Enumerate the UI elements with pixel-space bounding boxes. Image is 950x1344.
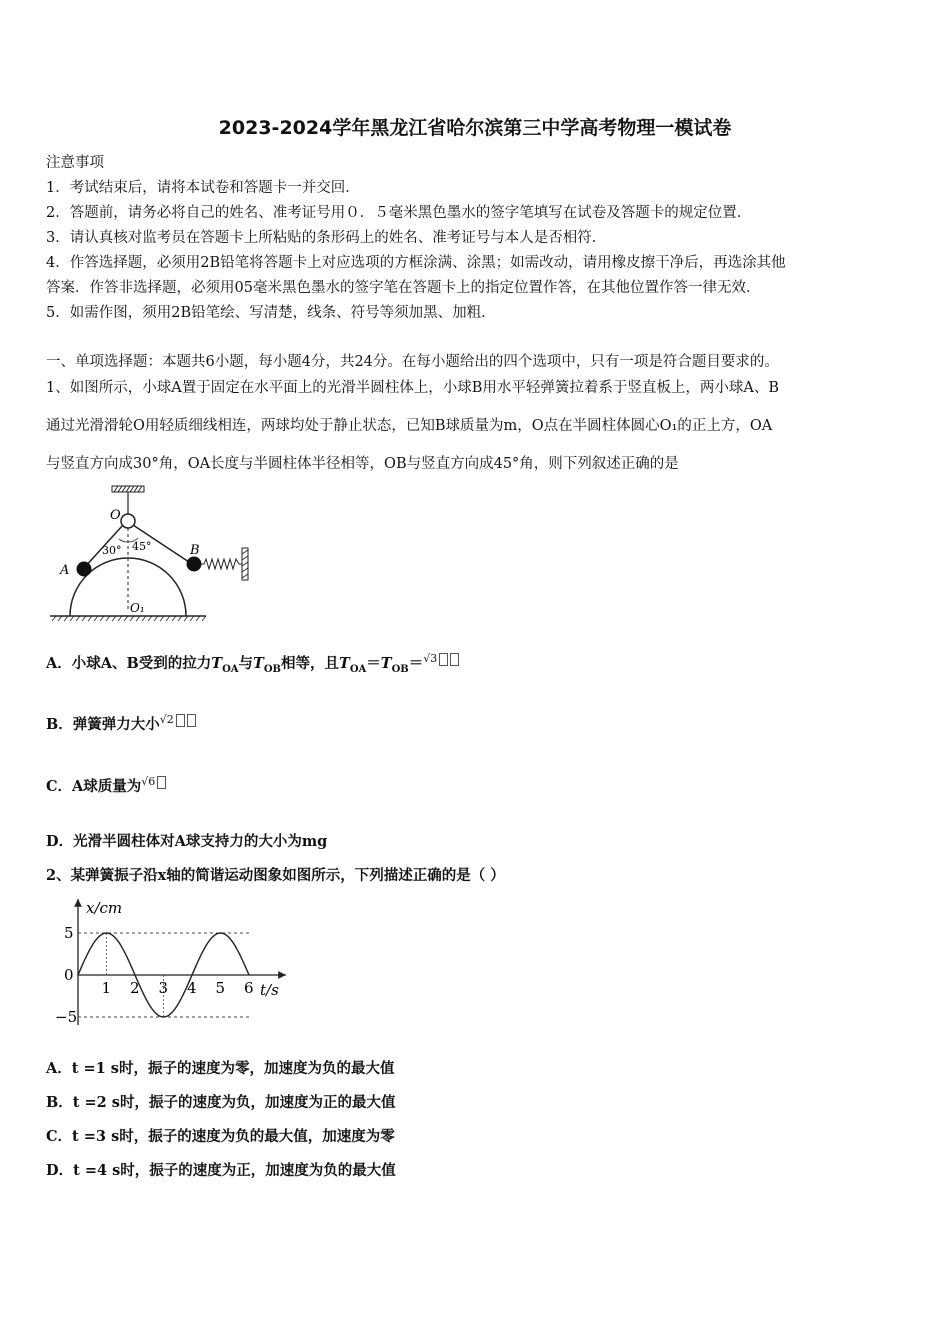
q2-shm-graph — [50, 893, 300, 1033]
x-tick-label: 4 — [187, 979, 197, 997]
x-axis-label: t/s — [260, 981, 279, 999]
angle-45-label: 45° — [132, 540, 152, 553]
q1-stem-line1: 1、如图所示，小球A置于固定在水平面上的光滑半圆柱体上，小球B用水平轻弹簧拉着系于竖直板上，两小球A、B — [46, 380, 779, 396]
q2-option-d: D．t =4 s时，振子的速度为正，加速度为负的最大值 — [46, 1162, 396, 1179]
notice-item: 2．答题前，请务必将自己的姓名、准考证号用０．５毫米黑色墨水的签字笔填写在试卷及答题卡的规定位置． — [46, 205, 752, 221]
x-tick-label: 1 — [101, 979, 112, 997]
notice-item: 1．考试结束后，请将本试卷和答题卡一并交回． — [46, 180, 360, 196]
y-axis-label: x/cm — [86, 899, 123, 917]
x-tick-label: 3 — [158, 979, 169, 997]
y-tick-label: 0 — [64, 966, 74, 984]
label-O: O — [110, 508, 121, 523]
q1-option-b: B．弹簧弹力大小$^{√2}$ — [46, 713, 196, 734]
label-B: B — [190, 543, 200, 558]
x-tick-label: 2 — [130, 979, 140, 997]
q2-stem: 2、某弹簧振子沿x轴的简谐运动图象如图所示，下列描述正确的是（ ） — [46, 867, 505, 884]
q2-option-a: A．t =1 s时，振子的速度为零，加速度为负的最大值 — [46, 1060, 395, 1077]
x-tick-label: 6 — [244, 979, 254, 997]
page-title: 2023-2024学年黑龙江省哈尔滨第三中学高考物理一模试卷 — [218, 117, 732, 139]
label-O1: O₁ — [130, 601, 145, 615]
y-tick-label: 5 — [64, 924, 74, 942]
q2-option-b: B．t =2 s时，振子的速度为负，加速度为正的最大值 — [46, 1094, 396, 1111]
section-heading: 一、单项选择题：本题共6小题，每小题4分，共24分。在每小题给出的四个选项中，只有一项是符合题目要求的。 — [46, 354, 779, 370]
q2-option-c: C．t =3 s时，振子的速度为负的最大值，加速度为零 — [46, 1128, 395, 1145]
notice-item: 3．请认真核对监考员在答题卡上所粘贴的条形码上的姓名、准考证号与本人是否相符． — [46, 230, 607, 246]
notice-heading: 注意事项 — [46, 155, 104, 171]
notice-item: 答案．作答非选择题，必须用05毫米黑色墨水的签字笔在答题卡上的指定位置作答，在其他位置作答一律无效． — [46, 280, 761, 296]
x-tick-label: 5 — [215, 979, 226, 997]
notice-item: 4．作答选择题，必须用2B铅笔将答题卡上对应选项的方框涂满、涂黑；如需改动，请用橡皮擦干净后，再选涂其他 — [46, 255, 786, 271]
q1-option-d: D．光滑半圆柱体对A球支持力的大小为mg — [46, 833, 328, 850]
notice-item: 5．如需作图，须用2B铅笔绘、写清楚，线条、符号等须加黑、加粗． — [46, 305, 496, 321]
angle-30-label: 30° — [102, 544, 122, 557]
label-A: A — [60, 563, 70, 578]
q1-stem-line2: 通过光滑滑轮O用轻质细线相连，两球均处于静止状态，已知B球质量为m，O点在半圆柱体圆心O₁的正上方，OA — [46, 418, 773, 434]
q1-stem-line3: 与竖直方向成30°角，OA长度与半圆柱体半径相等，OB与竖直方向成45°角，则下列叙述正确的是 — [46, 456, 679, 472]
q1-option-a: A．小球A、B受到的拉力$T_{OA}$与$T_{OB}$相等，且$T_{OA}=T_{OB}=^{√3}$ — [46, 652, 459, 675]
q1-option-c: C．A球质量为$^{√6}$ — [46, 775, 166, 796]
y-tick-label: −5 — [55, 1008, 78, 1026]
q1-figure — [44, 484, 259, 629]
